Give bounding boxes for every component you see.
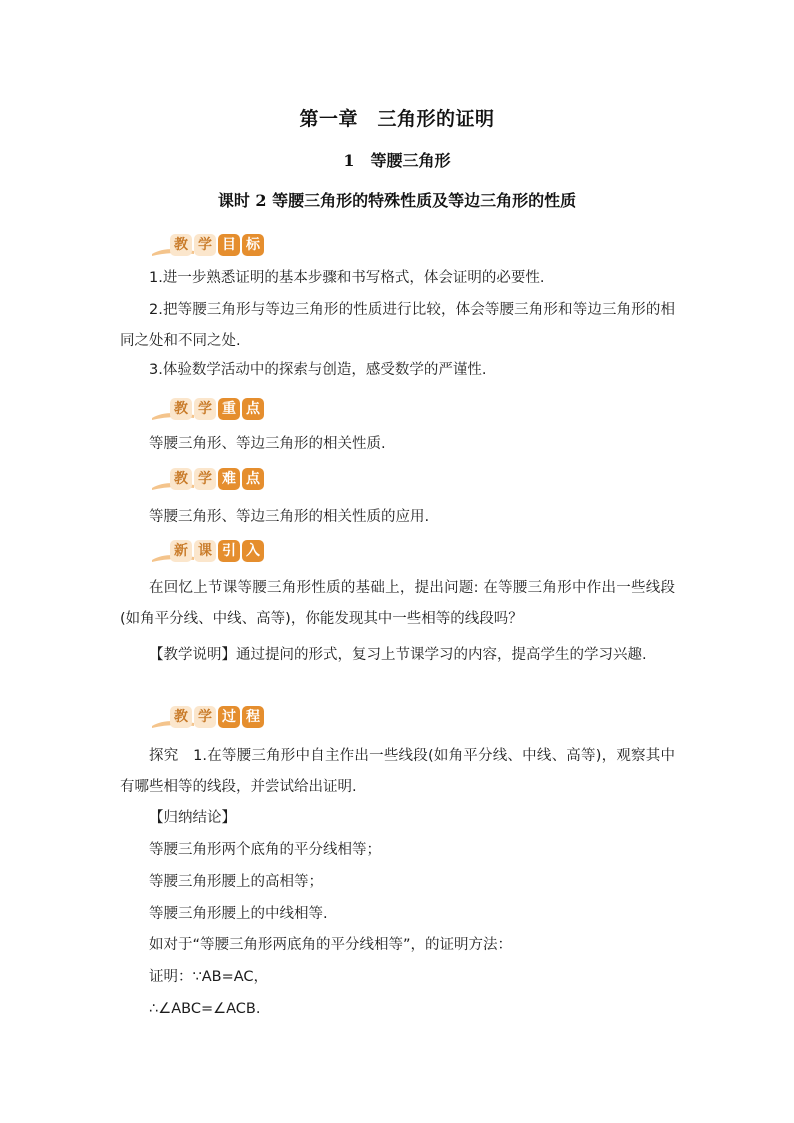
- heading-char: 教: [170, 234, 192, 256]
- heading-char: 学: [194, 468, 216, 490]
- conclusion-item-3: 等腰三角形腰上的中线相等.: [149, 906, 328, 922]
- objective-item-2: 2.把等腰三角形与等边三角形的性质进行比较，体会等腰三角形和等边三角形的相同之处和不同之处.: [120, 302, 675, 349]
- heading-char: 教: [170, 706, 192, 728]
- heading-char: 学: [194, 398, 216, 420]
- heading-char: 入: [242, 540, 264, 562]
- heading-char: 教: [170, 468, 192, 490]
- heading-key-points: [150, 396, 270, 426]
- objective-item-1: 1.进一步熟悉证明的基本步骤和书写格式，体会证明的必要性.: [149, 270, 545, 286]
- heading-char: 学: [194, 706, 216, 728]
- lesson-title: 课时 2 等腰三角形的特殊性质及等边三角形的性质: [217, 191, 577, 210]
- heading-process: [150, 704, 270, 734]
- heading-char: 难: [218, 468, 240, 490]
- heading-difficulties: [150, 466, 270, 496]
- key-points-text: 等腰三角形、等边三角形的相关性质.: [149, 436, 386, 452]
- heading-char: 学: [194, 234, 216, 256]
- difficulties-text: 等腰三角形、等边三角形的相关性质的应用.: [149, 509, 430, 525]
- heading-char: 新: [170, 540, 192, 562]
- heading-char: 标: [242, 234, 264, 256]
- proof-line-2: ∴∠ABC=∠ACB.: [149, 1001, 261, 1017]
- conclusion-label: 【归纳结论】: [149, 810, 236, 826]
- objective-item-3: 3.体验数学活动中的探索与创造，感受数学的严谨性.: [149, 362, 487, 378]
- heading-char: 点: [242, 468, 264, 490]
- introduction-text: 在回忆上节课等腰三角形性质的基础上，提出问题: 在等腰三角形中作出一些线段(如角平分线、中线、高等)，你能发现其中一些相等的线段吗？: [120, 580, 675, 627]
- heading-char: 目: [218, 234, 240, 256]
- heading-char: 过: [218, 706, 240, 728]
- example-text: 如对于“等腰三角形两底角的平分线相等”，的证明方法：: [149, 937, 513, 953]
- conclusion-item-2: 等腰三角形腰上的高相等；: [149, 874, 323, 890]
- heading-char: 程: [242, 706, 264, 728]
- heading-char: 引: [218, 540, 240, 562]
- chapter-title: 第一章 三角形的证明: [299, 108, 495, 130]
- explore-text: 探究 1.在等腰三角形中自主作出一些线段(如角平分线、中线、高等)，观察其中有哪些相等的线段，并尝试给出证明.: [120, 748, 675, 795]
- heading-objectives: [150, 232, 270, 262]
- heading-char: 课: [194, 540, 216, 562]
- heading-char: 重: [218, 398, 240, 420]
- introduction-note: 【教学说明】通过提问的形式，复习上节课学习的内容，提高学生的学习兴趣.: [149, 647, 647, 663]
- heading-introduction: [150, 538, 270, 568]
- heading-char: 教: [170, 398, 192, 420]
- conclusion-item-1: 等腰三角形两个底角的平分线相等；: [149, 842, 381, 858]
- proof-line-1: 证明：∵AB=AC，: [149, 969, 269, 985]
- section-title: 1 等腰三角形: [343, 151, 451, 170]
- heading-char: 点: [242, 398, 264, 420]
